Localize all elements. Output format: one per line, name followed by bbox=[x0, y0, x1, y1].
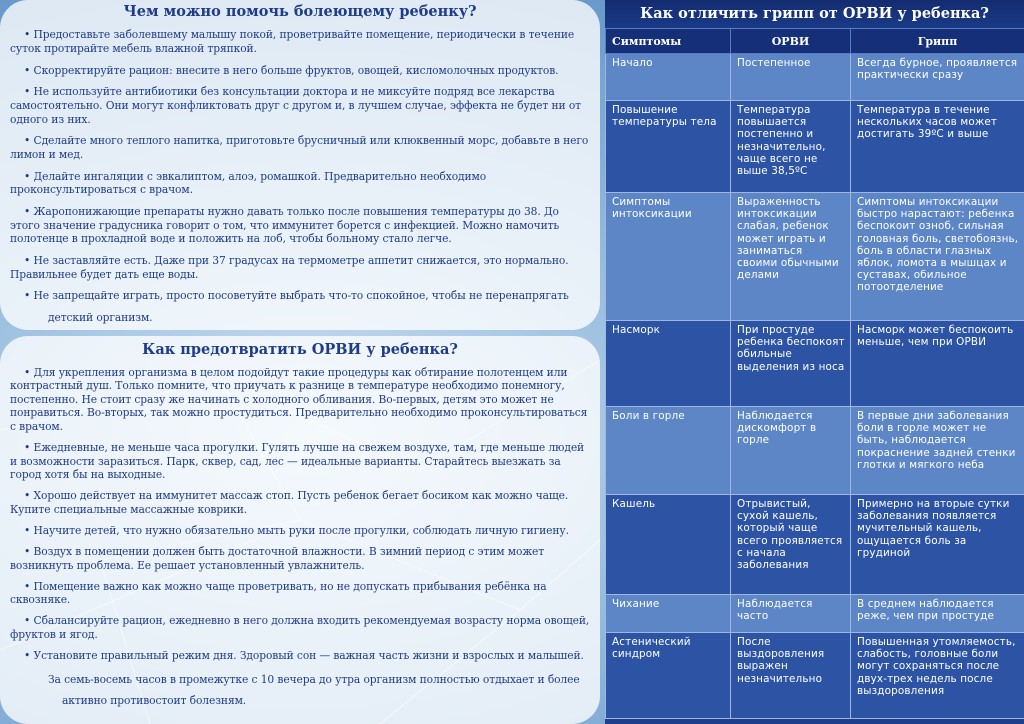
prevent-arvi-panel bbox=[0, 336, 600, 724]
list-item: • Хорошо действует на иммунитет массаж стоп. Пусть ребенок бегает босиком как можно чаще. Купите специальные массажные коврики. bbox=[10, 489, 569, 516]
list-item: • Для укрепления организма в целом подойдут такие процедуры как обтирание полотенцем или контрастный душ. Только помните, что приучать к разнице в температуре необходимо понемногу, постепенно. Не стоит сразу же начинать с холодного обливания. Во-первых, детям это может не понравиться. Во-вторых, так можно простудиться. Предварительно необходимо проконсультироваться с врачом. bbox=[10, 365, 588, 433]
header-arvi: ОРВИ bbox=[731, 29, 851, 54]
table-row bbox=[606, 633, 1024, 719]
list-item: • Научите детей, что нужно обязательно мыть руки после прогулки, соблюдать личную гигиену. bbox=[24, 523, 569, 537]
symptom-cell: Чихание bbox=[606, 595, 731, 633]
arvi-cell: После выздоровления выражен незначительно bbox=[731, 633, 851, 719]
list-item: • Не запрещайте играть, просто посоветуйте выбрать что-то спокойное, чтобы не перенапрягать bbox=[24, 289, 569, 303]
flu-cell: Повышенная утомляемость, слабость, головные боли могут сохраняться после двух-трех недель после выздоровления bbox=[851, 633, 1024, 719]
table-row bbox=[606, 595, 1024, 633]
symptom-cell: Кашель bbox=[606, 495, 731, 595]
help-sick-child-panel bbox=[0, 0, 600, 330]
list-item: • Воздух в помещении должен быть достаточной влажности. В зимний период с этим может возникнуть проблема. Ее решает установленный увлажнитель. bbox=[10, 545, 545, 572]
help-panel-title: Чем можно помочь болеющему ребенку? bbox=[123, 3, 477, 20]
arvi-cell: При простуде ребенка беспокоят обильные выделения из носа bbox=[731, 321, 851, 407]
list-item: • Не используйте антибиотики без консультации доктора и не миксуйте подряд все лекарства самостоятельно. Они могут конфликтовать друг с другом и, в лучшем случае, эффекта не будет ни от одного из них. bbox=[10, 85, 581, 126]
symptom-cell: Повышение температуры тела bbox=[606, 101, 731, 193]
flu-cell: Насморк может беспокоить меньше, чем при ОРВИ bbox=[851, 321, 1024, 407]
list-item-continuation: детский организм. bbox=[48, 311, 153, 325]
symptom-cell: Астенический синдром bbox=[606, 633, 731, 719]
list-item-continuation: активно противостоит болезням. bbox=[62, 694, 247, 708]
symptom-cell: Боли в горле bbox=[606, 407, 731, 495]
flu-cell: В первые дни заболевания боли в горле может не быть, наблюдается покраснение задней стенки глотки и мягкого неба bbox=[851, 407, 1024, 495]
arvi-cell: Температура повышается постепенно и незначительно, чаще всего не выше 38,5ºС bbox=[731, 101, 851, 193]
flu-cell: Примерно на вторые сутки заболевания появляется мучительный кашель, ощущается боль за грудиной bbox=[851, 495, 1024, 595]
table-header-row bbox=[606, 29, 1024, 54]
flu-cell: Симптомы интоксикации быстро нарастают: ребенка беспокоит озноб, сильная головная боль, светобоязнь, боль в области глазных яблок, ломота в мышцах и суставах, обильное потоотделение bbox=[851, 193, 1024, 321]
list-item: • Не заставляйте есть. Даже при 37 градусах на термометре аппетит снижается, это нормально. Правильнее будет дать еще воды. bbox=[10, 254, 569, 281]
arvi-cell: Наблюдается дискомфорт в горле bbox=[731, 407, 851, 495]
flu-cell: В среднем наблюдается реже, чем при простуде bbox=[851, 595, 1024, 633]
list-item: • Установите правильный режим дня. Здоровый сон — важная часть жизни и взрослых и малышей. bbox=[24, 649, 584, 663]
flu-cell: Всегда бурное, проявляется практически сразу bbox=[851, 54, 1024, 101]
list-item: • Делайте ингаляции с эвкалиптом, алоэ, ромашкой. Предварительно необходимо проконсультироваться с врачом. bbox=[10, 169, 487, 197]
header-flu: Грипп bbox=[851, 29, 1024, 54]
table-row bbox=[606, 193, 1024, 321]
list-item: • Помещение важно как можно чаще проветривать, но не допускать прибывания ребёнка на сквозняке. bbox=[10, 579, 547, 607]
list-item: • Жаропонижающие препараты нужно давать только после повышения температуры до 38. До этого значение градусника говорит о том, что иммунитет борется с инфекцией. Можно намочить полотенце в прохладной воде и положить на лоб, чтобы больному стало легче. bbox=[10, 205, 560, 246]
flu-vs-arvi-section bbox=[605, 0, 1024, 724]
help-items-list bbox=[0, 28, 600, 325]
list-item: • Ежедневные, не меньше часа прогулки. Гулять лучше на свежем воздухе, там, где меньше людей и возможности заразиться. Парк, сквер, сад, лес — идеальные варианты. Старайтесь выезжать за город хотя бы на выходные. bbox=[10, 440, 585, 482]
symptom-cell: Насморк bbox=[606, 321, 731, 407]
symptom-cell: Симптомы интоксикации bbox=[606, 193, 731, 321]
table-row bbox=[606, 407, 1024, 495]
table-row bbox=[606, 54, 1024, 101]
list-item: • Сбалансируйте рацион, ежедневно в него должна входить рекомендуемая возрасту норма овощей, фруктов и ягод. bbox=[10, 614, 590, 641]
list-item: • Сделайте много теплого напитка, приготовьте брусничный или клюквенный морс, добавьте в него лимон и мед. bbox=[10, 134, 589, 161]
arvi-cell: Постепенное bbox=[731, 54, 851, 101]
arvi-cell: Наблюдается часто bbox=[731, 595, 851, 633]
table-row bbox=[606, 321, 1024, 407]
arvi-cell: Отрывистый, сухой кашель, который чаще всего проявляется с начала заболевания bbox=[731, 495, 851, 595]
list-item: • Скорректируйте рацион: внесите в него больше фруктов, овощей, кисломолочных продуктов. bbox=[24, 63, 559, 77]
symptom-cell: Начало bbox=[606, 54, 731, 101]
flu-cell: Температура в течение нескольких часов может достигать 39ºС и выше bbox=[851, 101, 1024, 193]
table-row bbox=[606, 495, 1024, 595]
header-symptoms: Симптомы bbox=[606, 29, 731, 54]
prevent-panel-title: Как предотвратить ОРВИ у ребенка? bbox=[142, 341, 458, 358]
table-row bbox=[606, 101, 1024, 193]
comparison-table bbox=[605, 28, 1024, 719]
list-item: • Предоставьте заболевшему малышу покой, проветривайте помещение, периодически в течение суток протирайте мебель влажной тряпкой. bbox=[10, 28, 575, 55]
table-title: Как отличить грипп от ОРВИ у ребенка? bbox=[605, 0, 1024, 28]
prevent-items-list bbox=[0, 366, 600, 708]
arvi-cell: Выраженность интоксикации слабая, ребенок может играть и заниматься своими обычными делами bbox=[731, 193, 851, 321]
list-item-continuation: За семь-восемь часов в промежутке с 10 вечера до утра организм полностью отдыхает и более bbox=[48, 672, 580, 686]
